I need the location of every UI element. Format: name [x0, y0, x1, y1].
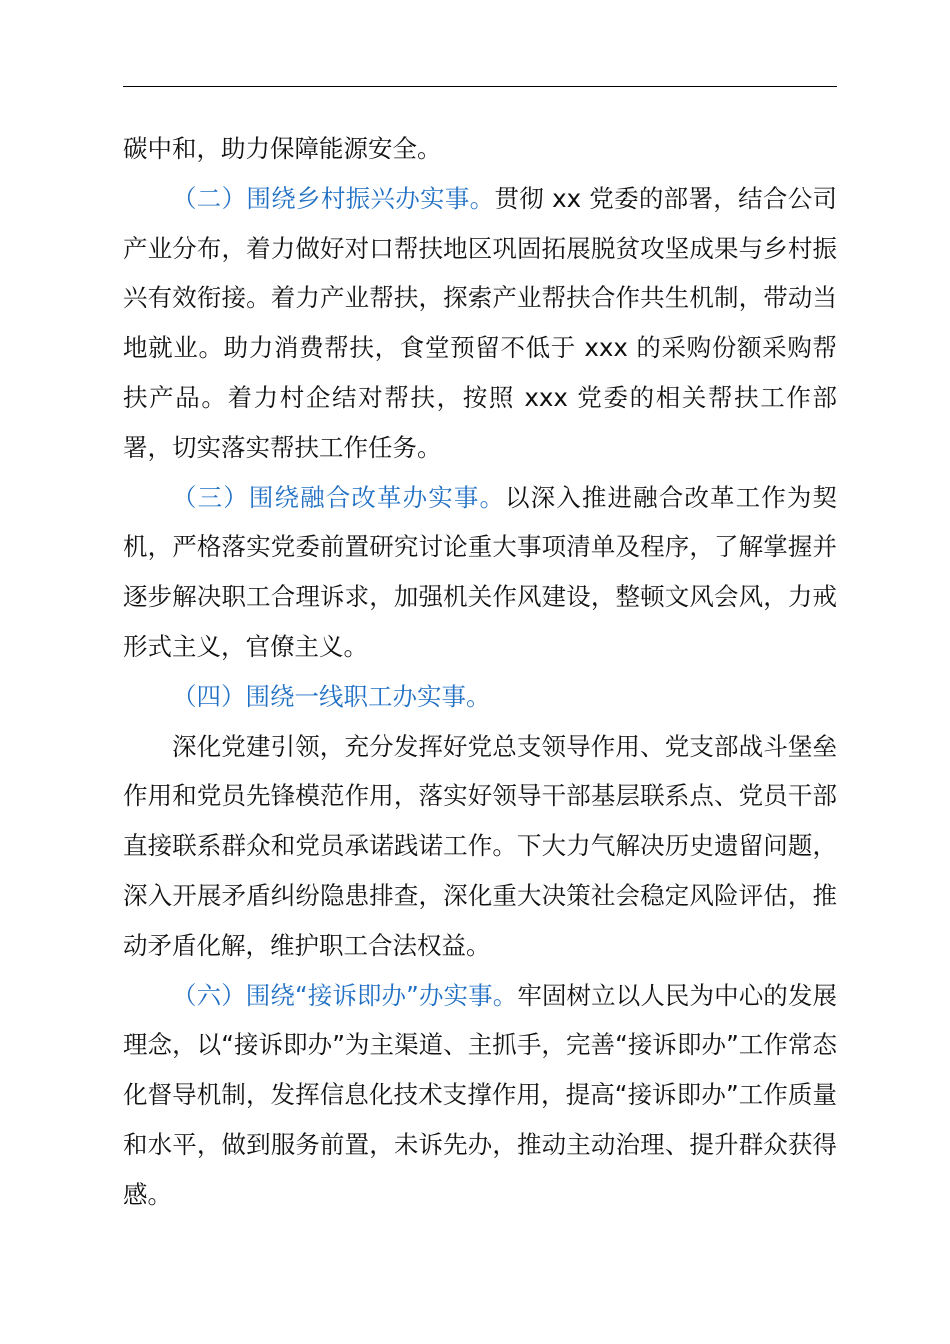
section-heading-frontline-workers: （四）围绕一线职工办实事。: [172, 681, 491, 711]
paragraph-2: [123, 174, 837, 473]
paragraph-3: [123, 473, 837, 672]
section-heading-complaint-handling: （六）围绕“接诉即办”办实事。: [172, 980, 518, 1010]
document-body: [123, 124, 837, 1220]
paragraph-6: [123, 971, 837, 1220]
paragraph-3-text: 以深入推进融合改革工作为契机，严格落实党委前置研究讨论重大事项清单及程序，了解掌握并逐步解决职工合理诉求，加强机关作风建设，整顿文风会风，力戒形式主义，官僚主义。: [123, 482, 838, 661]
paragraph-2-text: 贯彻 xx 党委的部署，结合公司产业分布，着力做好对口帮扶地区巩固拓展脱贫攻坚成果与乡村振兴有效衔接。着力产业帮扶，探索产业帮扶合作共生机制，带动当地就业。助力消费帮扶，食堂预留不低于 xxx 的采购份额采购帮扶产品。着力村企结对帮扶，按照 xxx 党委的相关帮扶工作部署，切实落实帮扶工作任务。: [123, 183, 838, 462]
paragraph-5: [123, 722, 837, 971]
paragraph-5-text: 深化党建引领，充分发挥好党总支领导作用、党支部战斗堡垒作用和党员先锋模范作用，落实好领导干部基层联系点、党员干部直接联系群众和党员承诺践诺工作。下大力气解决历史遗留问题，深入开展矛盾纠纷隐患排查，深化重大决策社会稳定风险评估，推动矛盾化解，维护职工合法权益。: [123, 731, 837, 960]
paragraph-6-text: 牢固树立以人民为中心的发展理念，以“接诉即办”为主渠道、主抓手，完善“接诉即办”工作常态化督导机制，发挥信息化技术支撑作用，提高“接诉即办”工作质量和水平，做到服务前置，未诉先办，推动主动治理、提升群众获得感。: [123, 980, 838, 1209]
header-rule: [123, 86, 837, 87]
paragraph-4: [123, 672, 837, 722]
section-heading-integration-reform: （三）围绕融合改革办实事。: [172, 482, 506, 512]
paragraph-1: [123, 124, 837, 174]
section-heading-rural-revitalization: （二）围绕乡村振兴办实事。: [172, 183, 495, 213]
paragraph-1-text: 碳中和，助力保障能源安全。: [123, 134, 442, 163]
